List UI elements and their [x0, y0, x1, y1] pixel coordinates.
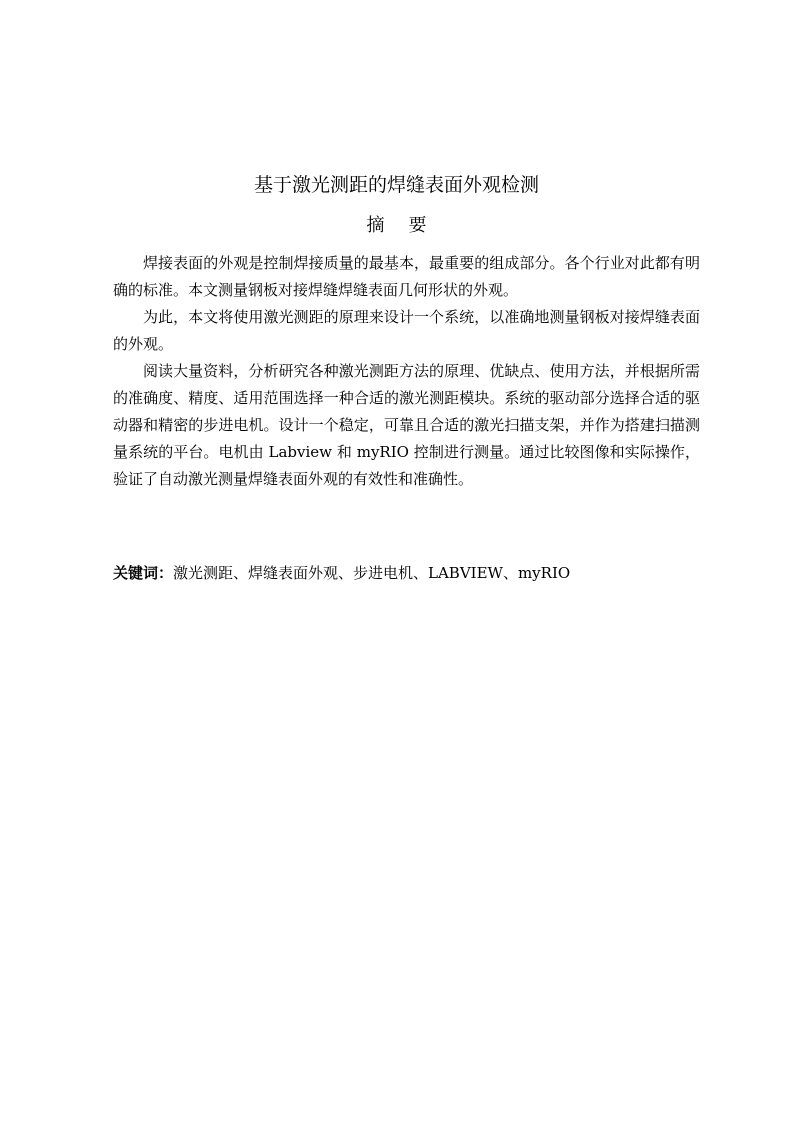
abstract-heading: 摘要	[366, 215, 451, 236]
keywords-line	[113, 561, 700, 585]
abstract-paragraph-3: 阅读大量资料，分析研究各种激光测距方法的原理、优缺点、使用方法，并根据所需的准确度、精度、适用范围选择一种合适的激光测距模块。系统的驱动部分选择合适的驱动器和精密的步进电机。设计一个稳定，可靠且合适的激光扫描支架，并作为搭建扫描测量系统的平台。电机由 Labview 和 myRIO 控制进行测量。通过比较图像和实际操作，验证了自动激光测量焊缝表面外观的有效性和准确性。	[113, 362, 700, 488]
abstract-body	[113, 250, 700, 493]
abstract-paragraph-2: 为此，本文将使用激光测距的原理来设计一个系统，以准确地测量钢板对接焊缝表面的外观。	[113, 308, 700, 353]
keywords-label: 关键词：	[113, 564, 174, 582]
abstract-paragraph-1: 焊接表面的外观是控制焊接质量的最基本，最重要的组成部分。各个行业对此都有明确的标准。本文测量钢板对接焊缝焊缝表面几何形状的外观。	[113, 254, 700, 299]
keywords-text: 激光测距、焊缝表面外观、步进电机、LABVIEW、myRIO	[173, 564, 571, 582]
document-title: 基于激光测距的焊缝表面外观检测	[253, 174, 539, 196]
